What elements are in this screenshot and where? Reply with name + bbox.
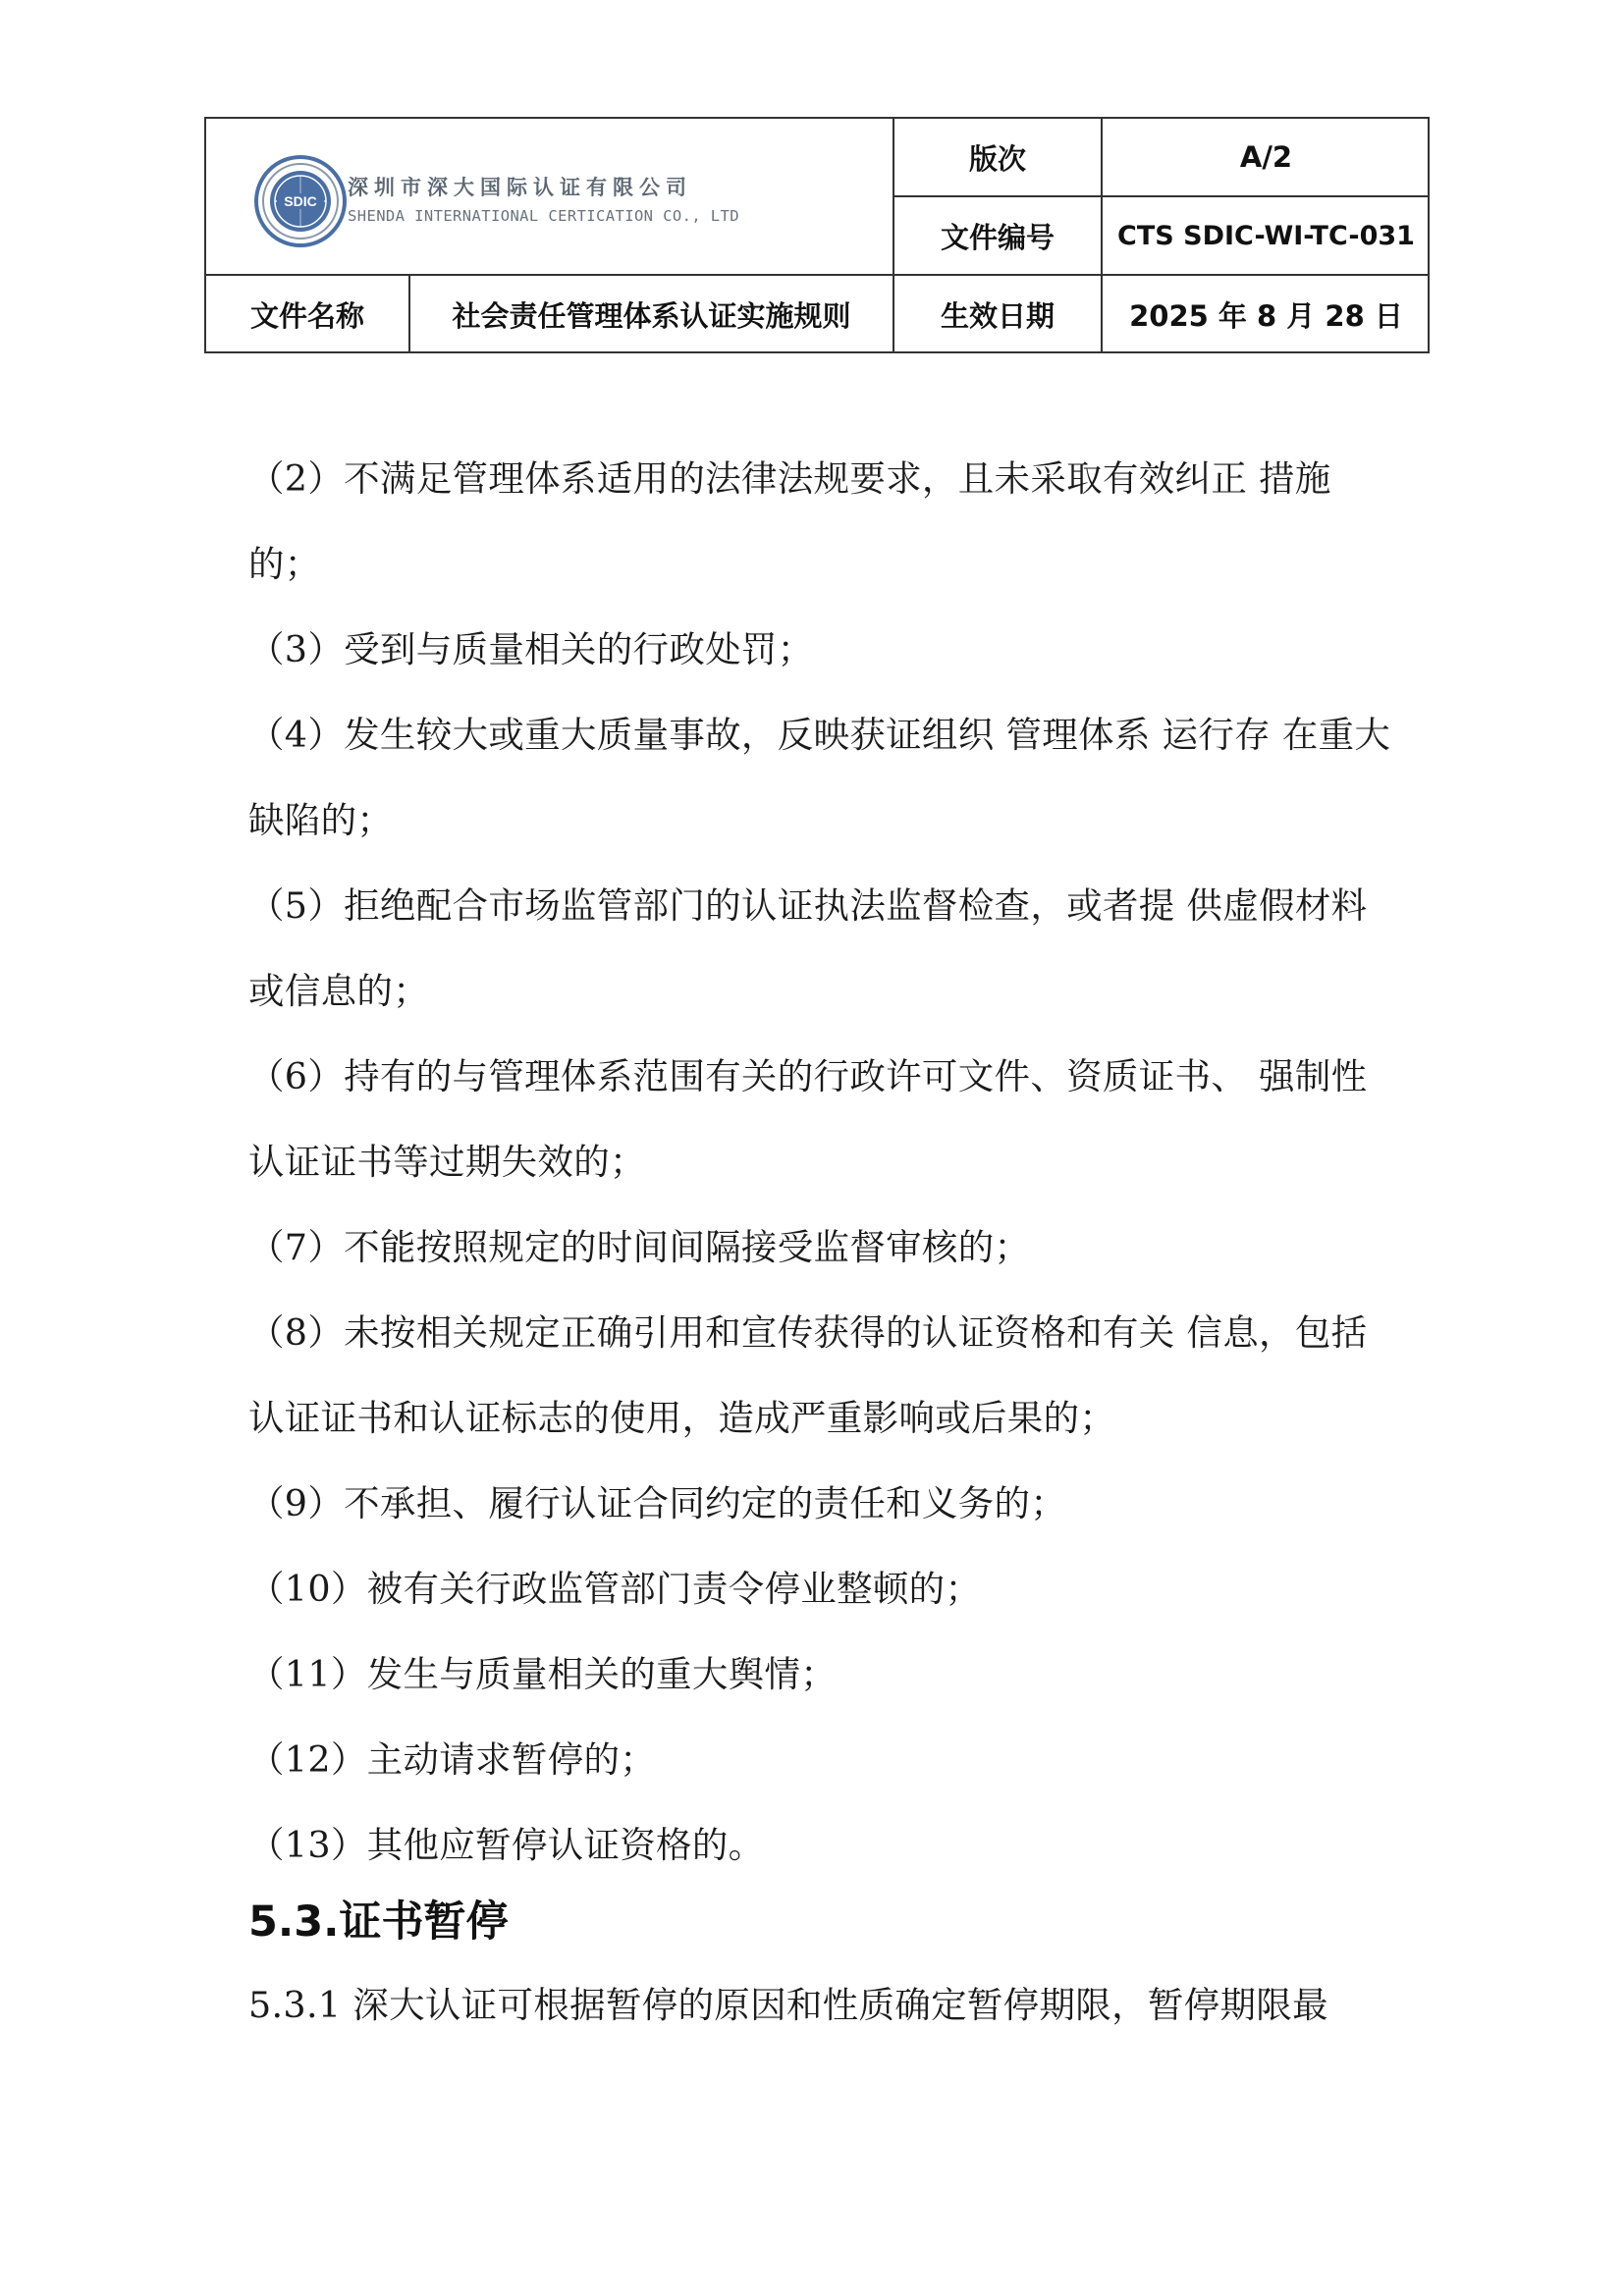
svg-text:SDIC: SDIC [284, 193, 317, 209]
list-item: （5）拒绝配合市场监管部门的认证执法监督检查，或者提 供虚假材料或信息的； [248, 884, 1368, 1012]
section-heading: 5.3.证书暂停 [248, 1897, 509, 1947]
document-number-label: 文件编号 [940, 220, 1055, 254]
effective-date-value: 2025 年 8 月 28 日 [1129, 299, 1403, 333]
company-name-en: SHENDA INTERNATIONAL CERTICATION CO., LTD [348, 207, 740, 225]
list-item: （8）未按相关规定正确引用和宣传获得的认证资格和有关 信息，包括认证证书和认证标志的使用，造成严重影响或后果的； [248, 1311, 1368, 1439]
document-number-value: CTS SDIC-WI-TC-031 [1117, 220, 1415, 251]
list-item: （12）主动请求暂停的； [248, 1738, 657, 1781]
version-label: 版次 [968, 141, 1026, 176]
effective-date-label: 生效日期 [940, 299, 1055, 333]
document-body [248, 436, 1392, 2048]
company-name-cn: 深圳市深大国际认证有限公司 [348, 175, 692, 199]
list-item: （6）持有的与管理体系范围有关的行政许可文件、资质证书、 强制性认证证书等过期失效的； [248, 1055, 1368, 1183]
version-value: A/2 [1239, 140, 1293, 174]
list-item: （4）发生较大或重大质量事故，反映获证组织 管理体系 运行存 在重大缺陷的； [248, 714, 1391, 841]
list-item: （10）被有关行政监管部门责令停业整顿的； [248, 1568, 982, 1610]
sdic-emblem-icon [253, 154, 348, 248]
list-item: （9）不承担、履行认证合同约定的责任和义务的； [248, 1482, 1067, 1524]
list-item: （13）其他应暂停认证资格的。 [248, 1824, 765, 1866]
list-item: （11）发生与质量相关的重大舆情； [248, 1653, 838, 1695]
document-name-value: 社会责任管理体系认证实施规则 [452, 299, 851, 333]
list-item: （7）不能按照规定的时间间隔接受监督审核的； [248, 1226, 1031, 1268]
company-logo [253, 154, 740, 252]
list-item: （3）受到与质量相关的行政处罚； [248, 628, 814, 670]
document-name-label: 文件名称 [249, 299, 364, 333]
section-paragraph: 5.3.1 深大认证可根据暂停的原因和性质确定暂停期限，暂停期限最 [248, 1984, 1328, 2026]
document-header-table [204, 117, 1430, 353]
list-item: （2）不满足管理体系适用的法律法规要求，且未采取有效纠正 措施的； [248, 457, 1331, 585]
